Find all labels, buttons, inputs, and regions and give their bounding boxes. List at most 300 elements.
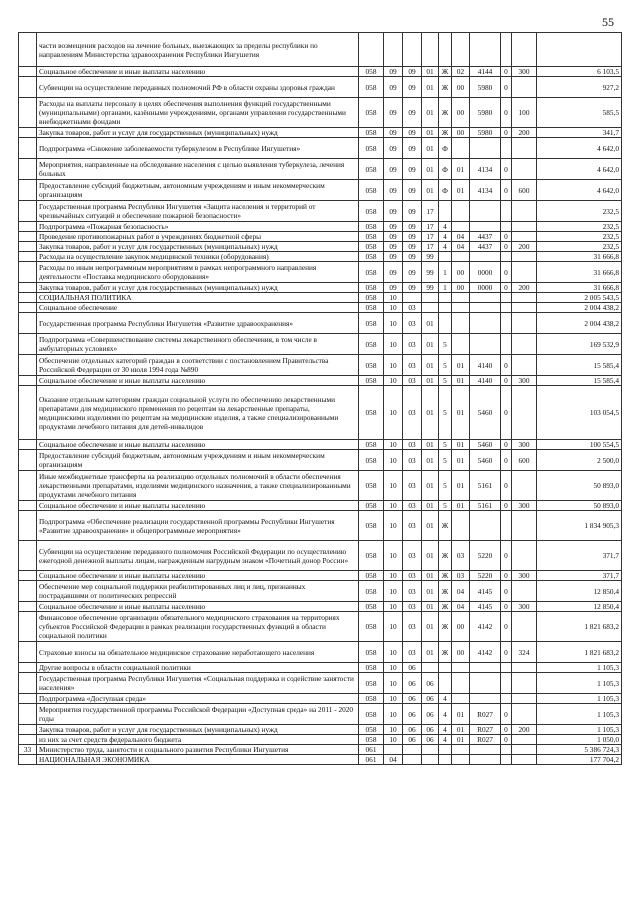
program-code-cell: [422, 303, 439, 313]
direction-suffix-cell: 0: [501, 581, 512, 602]
row-number-cell: [19, 303, 37, 313]
subsection-code-cell: 03: [403, 450, 422, 471]
subprogram-code-cell: 5: [439, 440, 452, 450]
section-code-cell: 10: [384, 386, 403, 440]
ministry-code-cell: 058: [359, 138, 384, 159]
expense-type-cell: [512, 77, 537, 98]
item-name-cell: Предоставление субсидий бюджетным, автономным учреждениям и иным некоммерческим организациям: [37, 180, 359, 201]
program-code-cell: 01: [422, 77, 439, 98]
ministry-code-cell: 058: [359, 642, 384, 663]
direction-suffix-cell: 0: [501, 242, 512, 252]
item-name-cell: Обеспечение мер социальной поддержки реабилитированных лиц и лиц, признанных пострадавшими от политических репрессий: [37, 581, 359, 602]
direction-code-cell: 5220: [470, 541, 501, 571]
table-row: [19, 355, 622, 376]
program-code-cell: 01: [422, 471, 439, 501]
expense-type-cell: [512, 334, 537, 355]
subprogram-code-cell: Ж: [439, 77, 452, 98]
activity-code-cell: 01: [452, 386, 470, 440]
amount-cell: 1 105,3: [537, 704, 622, 725]
section-code-cell: 09: [384, 232, 403, 242]
direction-suffix-cell: [501, 334, 512, 355]
activity-code-cell: 01: [452, 501, 470, 511]
ministry-code-cell: 058: [359, 694, 384, 704]
table-row: [19, 159, 622, 180]
program-code-cell: [422, 745, 439, 755]
section-code-cell: 09: [384, 138, 403, 159]
program-code-cell: 06: [422, 725, 439, 735]
activity-code-cell: 04: [452, 232, 470, 242]
subsection-code-cell: [403, 755, 422, 765]
subprogram-code-cell: [439, 663, 452, 673]
row-number-cell: [19, 128, 37, 138]
program-code-cell: [422, 293, 439, 303]
program-code-cell: 01: [422, 386, 439, 440]
direction-code-cell: [470, 138, 501, 159]
subsection-code-cell: 03: [403, 440, 422, 450]
direction-code-cell: 5460: [470, 386, 501, 440]
direction-suffix-cell: [501, 511, 512, 541]
subsection-code-cell: 03: [403, 501, 422, 511]
direction-suffix-cell: 0: [501, 283, 512, 293]
direction-suffix-cell: [501, 694, 512, 704]
amount-cell: 12 850,4: [537, 581, 622, 602]
table-row: [19, 33, 622, 67]
table-row: [19, 440, 622, 450]
subsection-code-cell: 09: [403, 232, 422, 242]
row-number-cell: 33: [19, 745, 37, 755]
direction-suffix-cell: 0: [501, 612, 512, 642]
program-code-cell: 06: [422, 704, 439, 725]
subprogram-code-cell: Ж: [439, 541, 452, 571]
activity-code-cell: [452, 745, 470, 755]
direction-suffix-cell: [501, 33, 512, 67]
expense-type-cell: [512, 704, 537, 725]
program-code-cell: 99: [422, 283, 439, 293]
amount-cell: 12 850,4: [537, 602, 622, 612]
expense-type-cell: [512, 694, 537, 704]
row-number-cell: [19, 232, 37, 242]
subprogram-code-cell: 1: [439, 262, 452, 283]
table-row: [19, 334, 622, 355]
direction-code-cell: R027: [470, 704, 501, 725]
table-row: [19, 471, 622, 501]
direction-code-cell: 5460: [470, 450, 501, 471]
table-row: [19, 755, 622, 765]
table-row: [19, 262, 622, 283]
program-code-cell: 06: [422, 673, 439, 694]
item-name-cell: Социальное обеспечение: [37, 303, 359, 313]
table-row: [19, 376, 622, 386]
row-number-cell: [19, 602, 37, 612]
activity-code-cell: [452, 222, 470, 232]
section-code-cell: 09: [384, 242, 403, 252]
subprogram-code-cell: Ж: [439, 581, 452, 602]
expense-type-cell: [512, 612, 537, 642]
row-number-cell: [19, 334, 37, 355]
section-code-cell: 10: [384, 581, 403, 602]
subprogram-code-cell: Ф: [439, 138, 452, 159]
direction-suffix-cell: 0: [501, 450, 512, 471]
row-number-cell: [19, 138, 37, 159]
table-row: [19, 735, 622, 745]
expense-type-cell: 600: [512, 450, 537, 471]
subsection-code-cell: 09: [403, 242, 422, 252]
ministry-code-cell: 058: [359, 262, 384, 283]
subsection-code-cell: [403, 293, 422, 303]
amount-cell: 371,7: [537, 571, 622, 581]
subprogram-code-cell: 5: [439, 386, 452, 440]
budget-table: [18, 32, 622, 765]
direction-code-cell: [470, 511, 501, 541]
row-number-cell: [19, 67, 37, 77]
row-number-cell: [19, 242, 37, 252]
direction-suffix-cell: 0: [501, 232, 512, 242]
activity-code-cell: 00: [452, 612, 470, 642]
subsection-code-cell: 03: [403, 581, 422, 602]
expense-type-cell: [512, 222, 537, 232]
row-number-cell: [19, 471, 37, 501]
ministry-code-cell: 058: [359, 222, 384, 232]
activity-code-cell: [452, 33, 470, 67]
ministry-code-cell: 058: [359, 376, 384, 386]
subsection-code-cell: [403, 33, 422, 67]
section-code-cell: 09: [384, 67, 403, 77]
program-code-cell: [422, 33, 439, 67]
item-name-cell: Государственная программа Республики Ингушетия «Социальная поддержка и содействие занятости населения»: [37, 673, 359, 694]
row-number-cell: [19, 511, 37, 541]
ministry-code-cell: 058: [359, 159, 384, 180]
direction-suffix-cell: [501, 745, 512, 755]
direction-code-cell: 0000: [470, 283, 501, 293]
subsection-code-cell: 09: [403, 67, 422, 77]
activity-code-cell: 00: [452, 98, 470, 128]
subsection-code-cell: 09: [403, 283, 422, 293]
table-row: [19, 232, 622, 242]
subprogram-code-cell: 4: [439, 694, 452, 704]
expense-type-cell: [512, 232, 537, 242]
ministry-code-cell: 058: [359, 602, 384, 612]
section-code-cell: 10: [384, 735, 403, 745]
subsection-code-cell: 09: [403, 262, 422, 283]
row-number-cell: [19, 694, 37, 704]
subprogram-code-cell: [439, 745, 452, 755]
section-code-cell: 04: [384, 755, 403, 765]
amount-cell: 31 666,8: [537, 262, 622, 283]
direction-suffix-cell: 0: [501, 642, 512, 663]
amount-cell: 5 386 724,3: [537, 745, 622, 755]
subsection-code-cell: 03: [403, 602, 422, 612]
row-number-cell: [19, 283, 37, 293]
row-number-cell: [19, 735, 37, 745]
direction-code-cell: [470, 201, 501, 222]
table-row: [19, 450, 622, 471]
table-row: [19, 612, 622, 642]
item-name-cell: Финансовое обеспечение организации обязательного медицинского страхования на территориях субъектов Российской Федерации в рамках реализации государственных функций в области социальной политики: [37, 612, 359, 642]
subprogram-code-cell: 4: [439, 242, 452, 252]
section-code-cell: 10: [384, 471, 403, 501]
subsection-code-cell: 06: [403, 663, 422, 673]
direction-suffix-cell: 0: [501, 440, 512, 450]
ministry-code-cell: 058: [359, 501, 384, 511]
item-name-cell: Субвенции на осуществление переданного полномочия Российской Федерации по осуществлению ежегодной денежной выплаты лицам, награжденным нагрудным знаком «Почетный донор России»: [37, 541, 359, 571]
item-name-cell: Закупка товаров, работ и услуг для государственных (муниципальных) нужд: [37, 242, 359, 252]
direction-code-cell: 4140: [470, 376, 501, 386]
amount-cell: 232,5: [537, 232, 622, 242]
expense-type-cell: [512, 138, 537, 159]
row-number-cell: [19, 313, 37, 334]
section-code-cell: 10: [384, 293, 403, 303]
subprogram-code-cell: 5: [439, 471, 452, 501]
subsection-code-cell: 09: [403, 98, 422, 128]
expense-type-cell: [512, 262, 537, 283]
ministry-code-cell: 058: [359, 386, 384, 440]
section-code-cell: 09: [384, 180, 403, 201]
activity-code-cell: 01: [452, 725, 470, 735]
program-code-cell: 99: [422, 252, 439, 262]
section-code-cell: 10: [384, 541, 403, 571]
section-code-cell: 10: [384, 704, 403, 725]
item-name-cell: Субвенции на осуществление переданных полномочий РФ в области охраны здоровья граждан: [37, 77, 359, 98]
subprogram-code-cell: [439, 673, 452, 694]
expense-type-cell: 324: [512, 642, 537, 663]
direction-code-cell: [470, 745, 501, 755]
subprogram-code-cell: 5: [439, 376, 452, 386]
program-code-cell: 01: [422, 602, 439, 612]
row-number-cell: [19, 440, 37, 450]
activity-code-cell: [452, 313, 470, 334]
subsection-code-cell: 03: [403, 541, 422, 571]
ministry-code-cell: 058: [359, 313, 384, 334]
item-name-cell: Другие вопросы в области социальной политики: [37, 663, 359, 673]
activity-code-cell: 00: [452, 77, 470, 98]
subprogram-code-cell: 4: [439, 232, 452, 242]
program-code-cell: 01: [422, 642, 439, 663]
table-row: [19, 581, 622, 602]
item-name-cell: Социальное обеспечение и иные выплаты населению: [37, 67, 359, 77]
activity-code-cell: 00: [452, 262, 470, 283]
section-code-cell: 10: [384, 511, 403, 541]
table-row: [19, 511, 622, 541]
subsection-code-cell: 09: [403, 252, 422, 262]
subprogram-code-cell: 4: [439, 704, 452, 725]
direction-suffix-cell: [501, 313, 512, 334]
activity-code-cell: [452, 755, 470, 765]
direction-code-cell: [470, 303, 501, 313]
section-code-cell: 10: [384, 642, 403, 663]
program-code-cell: 01: [422, 450, 439, 471]
expense-type-cell: 200: [512, 242, 537, 252]
item-name-cell: Подпрограмма «Обеспечение реализации государственной программы Республики Ингушетия «Развитие здравоохранения» и общепрограммные мероприятия»: [37, 511, 359, 541]
ministry-code-cell: 058: [359, 725, 384, 735]
amount-cell: 2 004 438,2: [537, 313, 622, 334]
section-code-cell: 10: [384, 725, 403, 735]
activity-code-cell: 04: [452, 602, 470, 612]
expense-type-cell: 300: [512, 376, 537, 386]
row-number-cell: [19, 376, 37, 386]
ministry-code-cell: 058: [359, 471, 384, 501]
ministry-code-cell: 058: [359, 511, 384, 541]
ministry-code-cell: 058: [359, 571, 384, 581]
expense-type-cell: [512, 355, 537, 376]
direction-code-cell: [470, 252, 501, 262]
direction-code-cell: 5220: [470, 571, 501, 581]
ministry-code-cell: 058: [359, 541, 384, 571]
subsection-code-cell: 03: [403, 334, 422, 355]
ministry-code-cell: 058: [359, 663, 384, 673]
program-code-cell: 01: [422, 313, 439, 334]
expense-type-cell: [512, 33, 537, 67]
item-name-cell: Предоставление субсидий бюджетным, автономным учреждениям и иным некоммерческим организациям: [37, 450, 359, 471]
table-row: [19, 283, 622, 293]
direction-code-cell: [470, 673, 501, 694]
amount-cell: 15 585,4: [537, 355, 622, 376]
subprogram-code-cell: Ж: [439, 98, 452, 128]
subprogram-code-cell: 4: [439, 222, 452, 232]
row-number-cell: [19, 612, 37, 642]
ministry-code-cell: 058: [359, 450, 384, 471]
direction-suffix-cell: [501, 303, 512, 313]
subsection-code-cell: 03: [403, 642, 422, 663]
section-code-cell: 09: [384, 222, 403, 232]
item-name-cell: Закупка товаров, работ и услуг для государственных (муниципальных) нужд: [37, 283, 359, 293]
expense-type-cell: [512, 745, 537, 755]
program-code-cell: 17: [422, 242, 439, 252]
row-number-cell: [19, 673, 37, 694]
ministry-code-cell: 058: [359, 303, 384, 313]
expense-type-cell: 300: [512, 440, 537, 450]
program-code-cell: 01: [422, 612, 439, 642]
item-name-cell: Подпрограмма «Доступная среда»: [37, 694, 359, 704]
ministry-code-cell: 058: [359, 612, 384, 642]
direction-suffix-cell: 0: [501, 128, 512, 138]
section-code-cell: 10: [384, 663, 403, 673]
direction-suffix-cell: [501, 222, 512, 232]
direction-code-cell: [470, 313, 501, 334]
subprogram-code-cell: Ф: [439, 159, 452, 180]
item-name-cell: Мероприятия, направленные на обследование населения с целью выявления туберкулеза, лечения больных: [37, 159, 359, 180]
subsection-code-cell: 03: [403, 571, 422, 581]
section-code-cell: 10: [384, 571, 403, 581]
ministry-code-cell: 058: [359, 440, 384, 450]
subprogram-code-cell: Ф: [439, 180, 452, 201]
ministry-code-cell: 058: [359, 673, 384, 694]
program-code-cell: 01: [422, 98, 439, 128]
subsection-code-cell: 06: [403, 694, 422, 704]
ministry-code-cell: 058: [359, 355, 384, 376]
expense-type-cell: [512, 313, 537, 334]
activity-code-cell: [452, 293, 470, 303]
direction-suffix-cell: [501, 755, 512, 765]
item-name-cell: Расходы на выплаты персоналу в целях обеспечения выполнения функций государственными (муниципальными) органами, казёнными учреждениями, органами управления государственными внебюджетными фондами: [37, 98, 359, 128]
direction-suffix-cell: [501, 138, 512, 159]
row-number-cell: [19, 293, 37, 303]
activity-code-cell: 01: [452, 471, 470, 501]
section-code-cell: 10: [384, 694, 403, 704]
row-number-cell: [19, 77, 37, 98]
direction-code-cell: 5980: [470, 77, 501, 98]
amount-cell: 1 050,0: [537, 735, 622, 745]
subprogram-code-cell: 1: [439, 283, 452, 293]
program-code-cell: 17: [422, 232, 439, 242]
table-row: [19, 725, 622, 735]
item-name-cell: Расходы по иным непрограммным мероприятиям в рамках непрограммного направления деятельности «Поставка медицинского оборудования»: [37, 262, 359, 283]
section-code-cell: 09: [384, 128, 403, 138]
direction-code-cell: [470, 694, 501, 704]
amount-cell: 1 834 905,3: [537, 511, 622, 541]
subsection-code-cell: 06: [403, 725, 422, 735]
item-name-cell: Оказание отдельным категориям граждан социальной услуги по обеспечению лекарственными препаратами для медицинского применения по рецептам на лекарственные препараты, медицинскими изделиями по рецептам на медицинские изделия, а также специализированными продуктами лечебного питания для детей-инвалидов: [37, 386, 359, 440]
table-row: [19, 242, 622, 252]
activity-code-cell: [452, 694, 470, 704]
section-code-cell: 09: [384, 201, 403, 222]
program-code-cell: 01: [422, 67, 439, 77]
subprogram-code-cell: 5: [439, 501, 452, 511]
subprogram-code-cell: 5: [439, 355, 452, 376]
activity-code-cell: 00: [452, 128, 470, 138]
item-name-cell: Государственная программа Республики Ингушетия «Защита населения и территорий от чрезвычайных ситуаций и обеспечение пожарной безопасности»: [37, 201, 359, 222]
amount-cell: 2 004 438,2: [537, 303, 622, 313]
direction-suffix-cell: 0: [501, 704, 512, 725]
subprogram-code-cell: [439, 313, 452, 334]
section-code-cell: [384, 745, 403, 755]
subsection-code-cell: 03: [403, 355, 422, 376]
program-code-cell: 01: [422, 501, 439, 511]
section-code-cell: [384, 33, 403, 67]
subprogram-code-cell: Ж: [439, 612, 452, 642]
subsection-code-cell: 03: [403, 511, 422, 541]
item-name-cell: Подпрограмма «Совершенствование системы лекарственного обеспечения, в том числе в амбулаторных условиях»: [37, 334, 359, 355]
direction-code-cell: 0000: [470, 262, 501, 283]
section-code-cell: 10: [384, 602, 403, 612]
activity-code-cell: 01: [452, 440, 470, 450]
table-row: [19, 128, 622, 138]
table-row: [19, 67, 622, 77]
direction-code-cell: 5161: [470, 471, 501, 501]
amount-cell: 1 105,3: [537, 725, 622, 735]
ministry-code-cell: 061: [359, 745, 384, 755]
subsection-code-cell: [403, 745, 422, 755]
row-number-cell: [19, 755, 37, 765]
subprogram-code-cell: 5: [439, 334, 452, 355]
direction-suffix-cell: [501, 252, 512, 262]
section-code-cell: 10: [384, 355, 403, 376]
subsection-code-cell: 03: [403, 386, 422, 440]
expense-type-cell: [512, 201, 537, 222]
subsection-code-cell: 06: [403, 673, 422, 694]
item-name-cell: Закупка товаров, работ и услуг для государственных (муниципальных) нужд: [37, 725, 359, 735]
item-name-cell: СОЦИАЛЬНАЯ ПОЛИТИКА: [37, 293, 359, 303]
ministry-code-cell: 058: [359, 201, 384, 222]
direction-suffix-cell: 0: [501, 98, 512, 128]
row-number-cell: [19, 252, 37, 262]
amount-cell: 4 642,0: [537, 138, 622, 159]
expense-type-cell: [512, 581, 537, 602]
item-name-cell: Социальное обеспечение и иные выплаты населению: [37, 571, 359, 581]
amount-cell: 1 105,3: [537, 673, 622, 694]
row-number-cell: [19, 571, 37, 581]
ministry-code-cell: 058: [359, 252, 384, 262]
direction-suffix-cell: 0: [501, 262, 512, 283]
item-name-cell: из них за счет средств федерального бюджета: [37, 735, 359, 745]
expense-type-cell: 200: [512, 725, 537, 735]
budget-table-body: [19, 33, 622, 765]
amount-cell: 2 005 543,5: [537, 293, 622, 303]
subsection-code-cell: 03: [403, 313, 422, 334]
subprogram-code-cell: Ж: [439, 128, 452, 138]
subprogram-code-cell: [439, 33, 452, 67]
table-row: [19, 303, 622, 313]
subsection-code-cell: 06: [403, 704, 422, 725]
